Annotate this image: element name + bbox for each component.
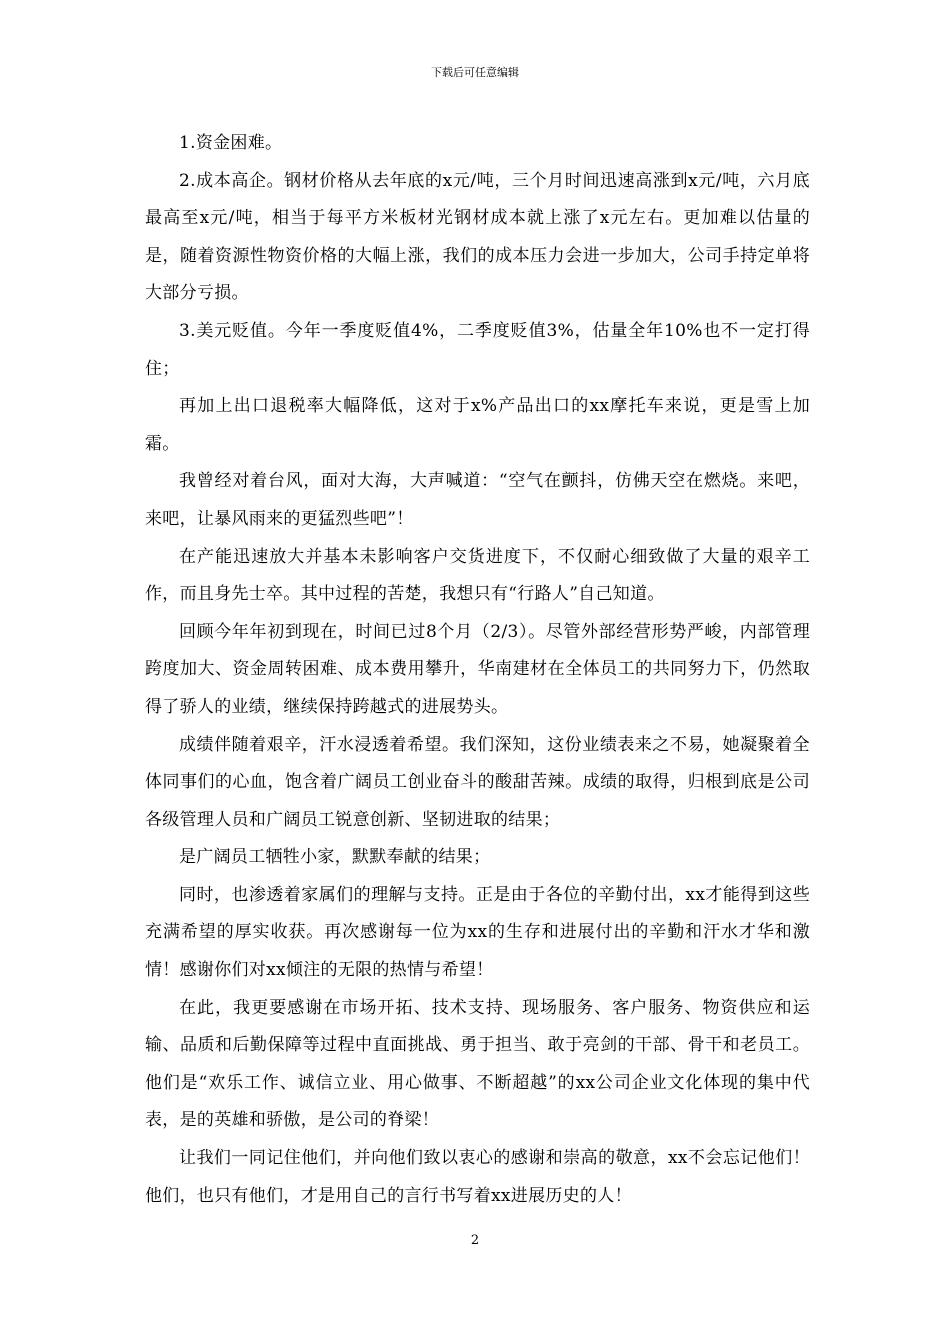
paragraph-7: 回顾今年年初到现在，时间已过8个月（2/3）。尽管外部经营形势严峻，内部管理跨度加大、资金周转困难、成本费用攀升，华南建材在全体员工的共同努力下，仍然取得了骄人的业绩，继续保持跨越式的进展势头。	[145, 621, 810, 717]
page-number: 2	[470, 1233, 480, 1248]
paragraph-11: 在此，我更要感谢在市场开拓、技术支持、现场服务、客户服务、物资供应和运输、品质和后勤保障等过程中直面挑战、勇于担当、敢于亮剑的干部、骨干和老员工。他们是“欢乐工作、诚信立业、用心做事、不断超越”的xx公司企业文化体现的集中代表，是的英雄和骄傲，是公司的脊梁！	[145, 997, 810, 1131]
page-header: 下载后可任意编辑	[431, 66, 519, 79]
paragraph-2: 2.成本高企。钢材价格从去年底的x元/吨，三个月时间迅速高涨到x元/吨，六月底最高至x元/吨，相当于每平方米板材光钢材成本就上涨了x元左右。更加难以估量的是，随着资源性物资价格的大幅上涨，我们的成本压力会进一步加大，公司手持定单将大部分亏损。	[145, 170, 810, 304]
paragraph-10: 同时，也渗透着家属们的理解与支持。正是由于各位的辛勤付出，xx才能得到这些充满希望的厚实收获。再次感谢每一位为xx的生存和进展付出的辛勤和汗水才华和激情！感谢你们对xx倾注的无限的热情与希望！	[145, 884, 810, 981]
document-body	[145, 125, 810, 1215]
paragraph-4: 再加上出口退税率大幅降低，这对于x%产品出口的xx摩托车来说，更是雪上加霜。	[145, 396, 810, 454]
paragraph-8: 成绩伴随着艰辛，汗水浸透着希望。我们深知，这份业绩表来之不易，她凝聚着全体同事们的心血，饱含着广阔员工创业奋斗的酸甜苦辣。成绩的取得，归根到底是公司各级管理人员和广阔员工锐意创新、坚韧进取的结果；	[145, 734, 810, 830]
paragraph-12: 让我们一同记住他们，并向他们致以衷心的感谢和崇高的敬意，xx不会忘记他们！他们，也只有他们，才是用自己的言行书写着xx进展历史的人！	[145, 1148, 810, 1206]
paragraph-1: 1.资金困难。	[179, 133, 283, 153]
paragraph-9: 是广阔员工牺牲小家，默默奉献的结果；	[179, 847, 491, 868]
paragraph-6: 在产能迅速放大并基本未影响客户交货进度下，不仅耐心细致做了大量的艰辛工作，而且身先士卒。其中过程的苦楚，我想只有“行路人”自己知道。	[145, 546, 810, 605]
paragraph-3: 3.美元贬值。今年一季度贬值4%，二季度贬值3%，估量全年10%也不一定打得住；	[145, 320, 810, 379]
paragraph-5: 我曾经对着台风，面对大海，大声喊道：“空气在颤抖，仿佛天空在燃烧。来吧，来吧，让暴风雨来的更猛烈些吧”！	[145, 471, 810, 529]
